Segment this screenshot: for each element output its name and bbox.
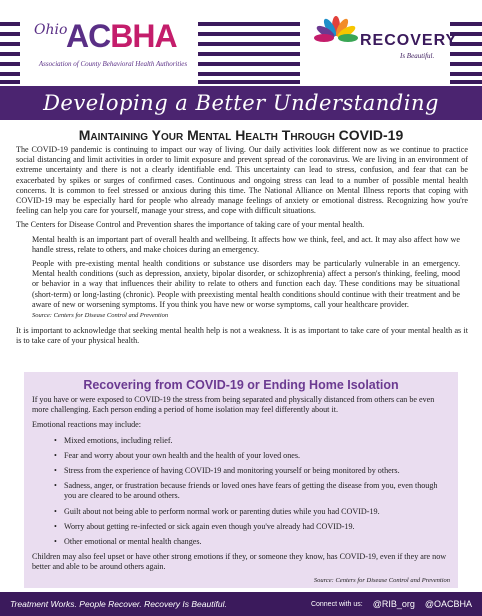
list-item: • Fear and worry about your own health and the health of your loved ones. — [54, 451, 450, 461]
article-paragraph-1: The COVID-19 pandemic is continuing to impact our way of living. Our daily activities look different now as we continue to practice social distancing and limit activities in order to limit exposure and prevent spread of the coronavirus. We are living in an environment of extreme uncertainty and there is not a clearly identifiable end. This uncertainty can lead to stress, confusion, and fear that can be exacerbated by spikes or surges of confirmed cases. Continuous and ongoing stress can lead to a number of possible mental health concerns. It is common to feel stressed or anxious during this time. The National Alliance on Mental Illness reports that coping with COVID-19 may be especially hard for people who already manage feelings of anxiety or emotional distress. Recognizing how you're feeling can help you care for yourself, manage your stress, and cope with difficult situations. — [16, 145, 468, 216]
banner — [0, 86, 482, 120]
banner-title: Developing a Better Understanding — [43, 91, 439, 115]
header — [0, 0, 482, 122]
footer-tagline: Treatment Works. People Recover. Recovery Is Beautiful. — [10, 599, 227, 609]
emotional-reactions-list — [54, 436, 450, 548]
list-item: • Stress from the experience of having COVID-19 and monitoring yourself or being monitored by others. — [54, 466, 450, 476]
flower-icon — [314, 14, 358, 58]
box-source: Source: Centers for Disease Control and Prevention — [313, 576, 450, 584]
footer — [0, 592, 482, 616]
list-item: • Sadness, anger, or frustration because friends or loved ones have fears of getting the disease from you, even though you are cleared to be around others. — [54, 481, 450, 501]
logo-subtitle: Association of County Behavioral Health Authorities — [38, 60, 188, 68]
quote-paragraph-1: Mental health is an important part of overall health and wellbeing. It affects how we think, feel, and act. It may also affect how we handle stress, relate to others, and make choices during an emergency. — [32, 234, 460, 254]
footer-connect-label: Connect with us: — [310, 600, 363, 608]
logo-beautiful-text: Is Beautiful. — [400, 52, 435, 60]
box-emotional-label: Emotional reactions may include: — [32, 420, 142, 430]
logo-ohio-text: Ohio — [34, 22, 68, 38]
logo-recovery-text: RECOVERY — [360, 32, 458, 49]
cdc-quote — [32, 235, 460, 322]
footer-handle-rib[interactable]: @RIB_org — [372, 599, 415, 609]
quote-paragraph-2: People with pre-existing mental health conditions or substance use disorders may be particularly vulnerable in an emergency. Mental health conditions (such as depression, anxiety, bipolar disorder, or schizophrenia) affect a person's thinking, feeling, mood or behavior in a way that influences their ability to relate to others and function each day. These conditions may be situational (short-term) or long-lasting (chronic). People with preexisting mental health conditions should continue with their treatment and be aware of new or worsening symptoms. If you think you have new or worse symptoms, call your healthcare provider. — [32, 259, 460, 309]
list-item: • Mixed emotions, including relief. — [54, 436, 450, 446]
article-paragraph-3: It is important to acknowledge that seeking mental health help is not a weakness. It is as important to take care of your mental health as it is to take care of your physical health. — [16, 326, 468, 346]
footer-handle-oacbha[interactable]: @OACBHA — [424, 599, 472, 609]
box-title: Recovering from COVID-19 or Ending Home Isolation — [83, 378, 399, 392]
logo-acbha-text: ACBHA — [66, 18, 177, 54]
recovery-is-beautiful-logo — [300, 10, 458, 84]
list-item: • Worry about getting re-infected or sick again even though you've already had COVID-19. — [54, 522, 450, 532]
article-body — [16, 145, 468, 351]
list-item: • Other emotional or mental health changes. — [54, 537, 450, 547]
box-closing: Children may also feel upset or have other strong emotions if they, or someone they know, has COVID-19, even if they are now better and able to be around others again. — [32, 552, 447, 572]
article-paragraph-2: The Centers for Disease Control and Prevention shares the importance of taking care of your mental health. — [16, 220, 365, 230]
recovery-info-box — [24, 372, 458, 588]
list-item: • Guilt about not being able to perform normal work or parenting duties while you had COVID-19. — [54, 507, 450, 517]
ohio-acbha-logo — [20, 10, 198, 84]
quote-source: Source: Centers for Disease Control and Prevention — [32, 312, 169, 320]
article-title: Maintaining Your Mental Health Through COVID-19 — [78, 127, 404, 143]
box-intro: If you have or were exposed to COVID-19 the stress from being separated and physically distanced from others can be even more challenging. Each person ending a period of home isolation may feel differently about it. — [32, 395, 435, 415]
